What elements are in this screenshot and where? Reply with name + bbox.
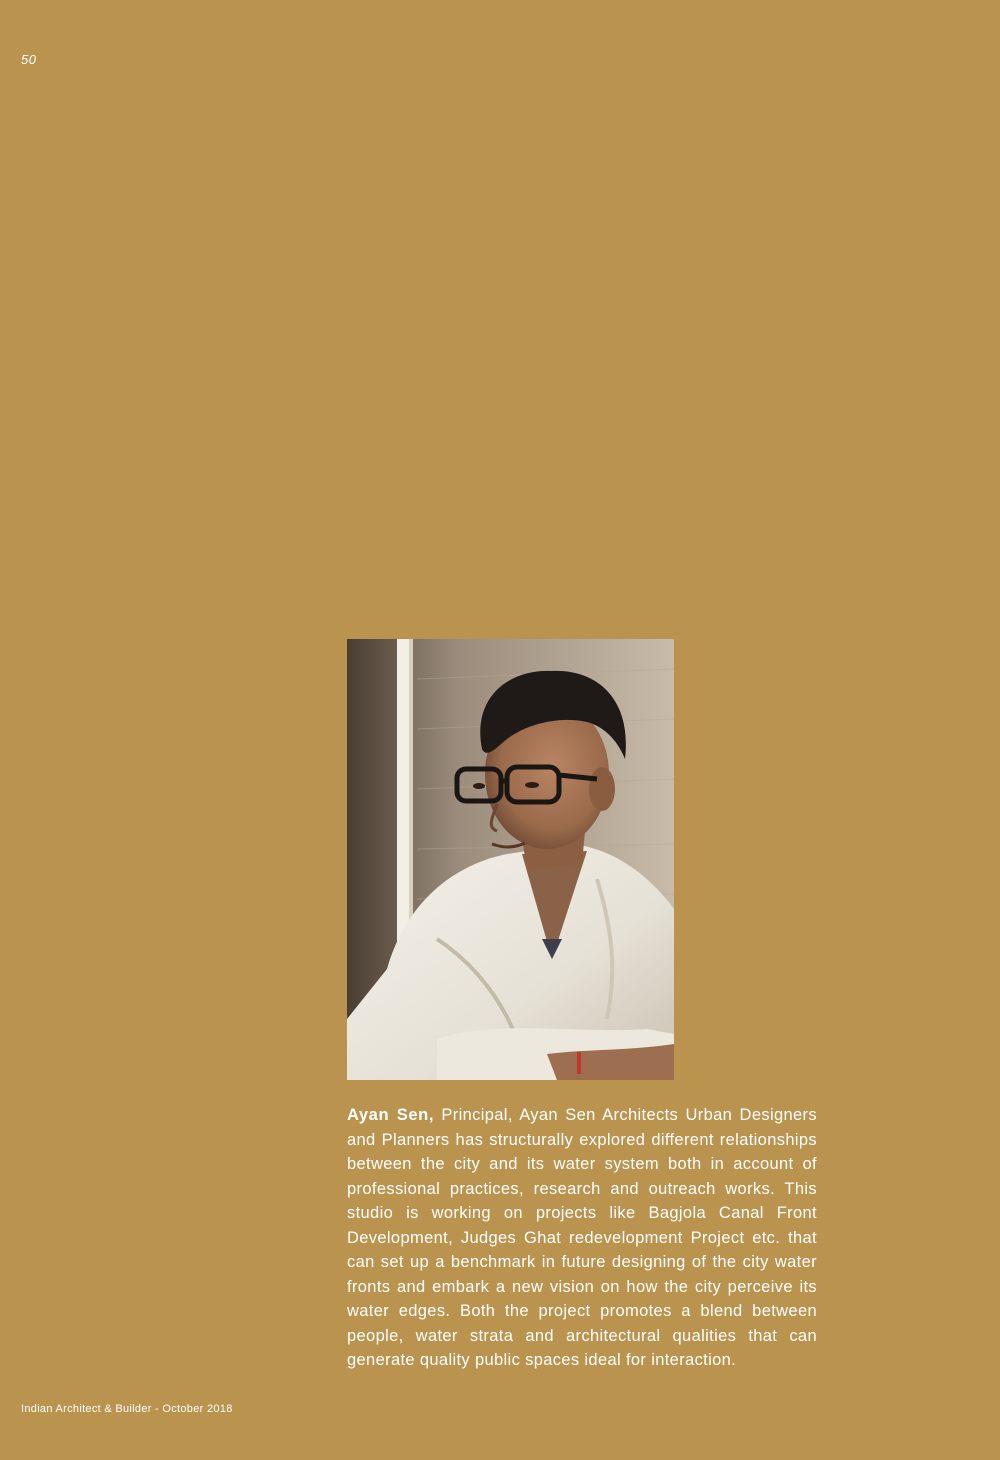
page-number: 50	[21, 52, 37, 67]
bio-paragraph	[347, 1103, 817, 1373]
portrait-photo	[347, 639, 674, 1080]
portrait-photo-icon	[347, 639, 674, 1080]
footer-publication: Indian Architect & Builder - October 2018	[21, 1403, 233, 1415]
bio-text: Principal, Ayan Sen Architects Urban Designers and Planners has structurally explored different relationships between the city and its water system both in account of professional practices, research and outreach works. This studio is working on projects like Bagjola Canal Front Development, Judges Ghat redevelopment Project etc. that can set up a benchmark in future designing of the city water fronts and embark a new vision on how the city perceive its water edges. Both the project promotes a blend between people, water strata and architectural qualities that can generate quality public spaces ideal for interaction.	[347, 1106, 817, 1369]
bio-name: Ayan Sen,	[347, 1106, 435, 1124]
